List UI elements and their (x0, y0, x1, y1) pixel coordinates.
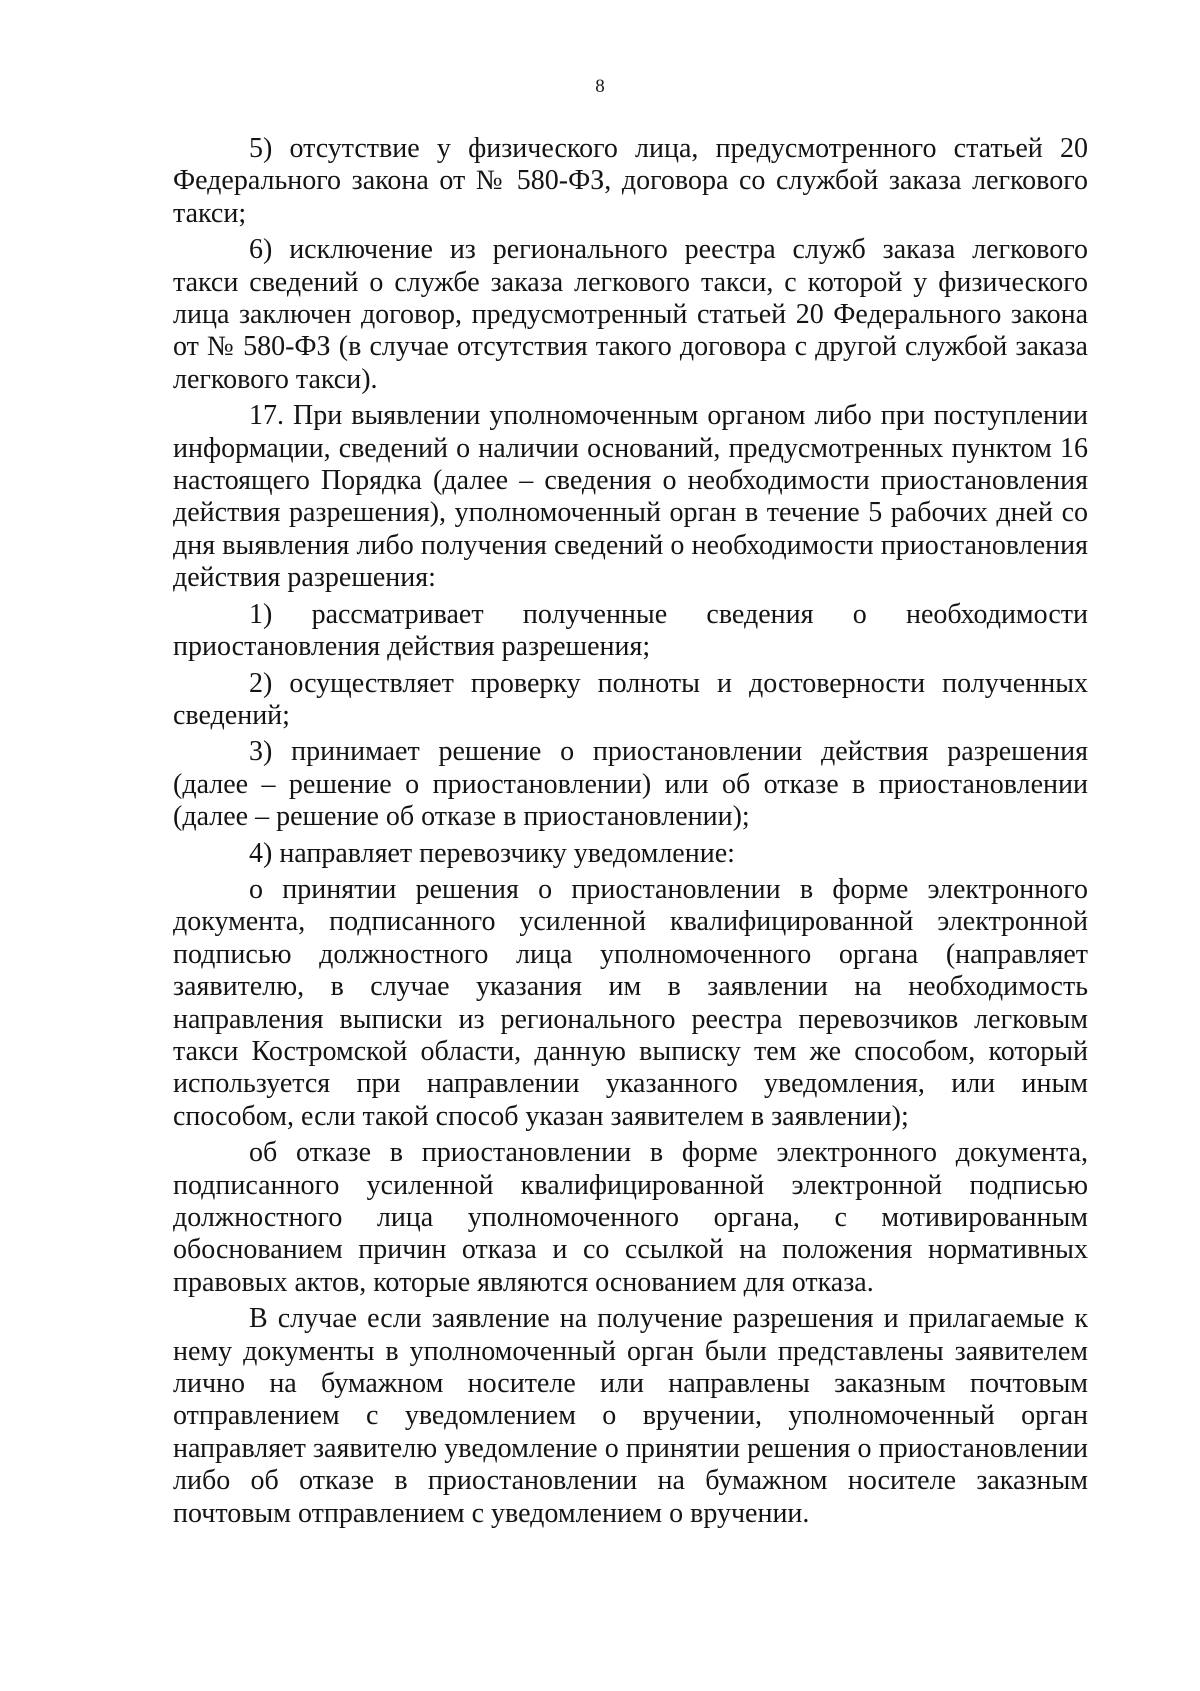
paragraph-item-5: 5) отсутствие у физического лица, предусмотренного статьей 20 Федерального закона от № 580-ФЗ, договора со службой заказа легкового такси; (173, 133, 1088, 229)
paragraph-clause-17: 17. При выявлении уполномоченным органом либо при поступлении информации, сведений о наличии оснований, предусмотренных пунктом 16 настоящего Порядка (далее – сведения о необходимости приостановления действия разрешения), уполномоченный орган в течение 5 рабочих дней со дня выявления либо получения сведений о необходимости приостановления действия разрешения: (173, 400, 1088, 594)
paragraph-item-6: 6) исключение из регионального реестра служб заказа легкового такси сведений о службе заказа легкового такси, с которой у физического лица заключен договор, предусмотренный статьей 20 Федерального закона от № 580-ФЗ (в случае отсутствия такого договора с другой службой заказа легкового такси). (173, 234, 1088, 395)
page-number: 8 (595, 76, 605, 97)
document-body (173, 133, 1088, 1530)
paragraph-notice-refusal: об отказе в приостановлении в форме электронного документа, подписанного усиленной квалифицированной электронной подписью должностного лица уполномоченного органа, с мотивированным обоснованием причин отказа и со ссылкой на положения нормативных правовых актов, которые являются основанием для отказа. (173, 1137, 1088, 1298)
paragraph-notice-suspension: о принятии решения о приостановлении в форме электронного документа, подписанного усиленной квалифицированной электронной подписью должностного лица уполномоченного органа (направляет заявителю, в случае указания им в заявлении на необходимость направления выписки из регионального реестра перевозчиков легковым такси Костромской области, данную выписку тем же способом, который используется при направлении указанного уведомления, или иным способом, если такой способ указан заявителем в заявлении); (173, 873, 1088, 1132)
paragraph-subitem-1: 1) рассматривает полученные сведения о необходимости приостановления действия разрешения; (173, 598, 1088, 663)
paragraph-paper-delivery: В случае если заявление на получение разрешения и прилагаемые к нему документы в уполномоченный орган были представлены заявителем лично на бумажном носителе или направлены заказным почтовым отправлением с уведомлением о вручении, уполномоченный орган направляет заявителю уведомление о принятии решения о приостановлении либо об отказе в приостановлении на бумажном носителе заказным почтовым отправлением с уведомлением о вручении. (173, 1303, 1088, 1529)
paragraph-subitem-4: 4) направляет перевозчику уведомление: (249, 837, 735, 869)
paragraph-subitem-2: 2) осуществляет проверку полноты и достоверности полученных сведений; (173, 667, 1088, 731)
paragraph-subitem-3: 3) принимает решение о приостановлении действия разрешения (далее – решение о приостановлении) или об отказе в приостановлении (далее – решение об отказе в приостановлении); (173, 736, 1088, 833)
